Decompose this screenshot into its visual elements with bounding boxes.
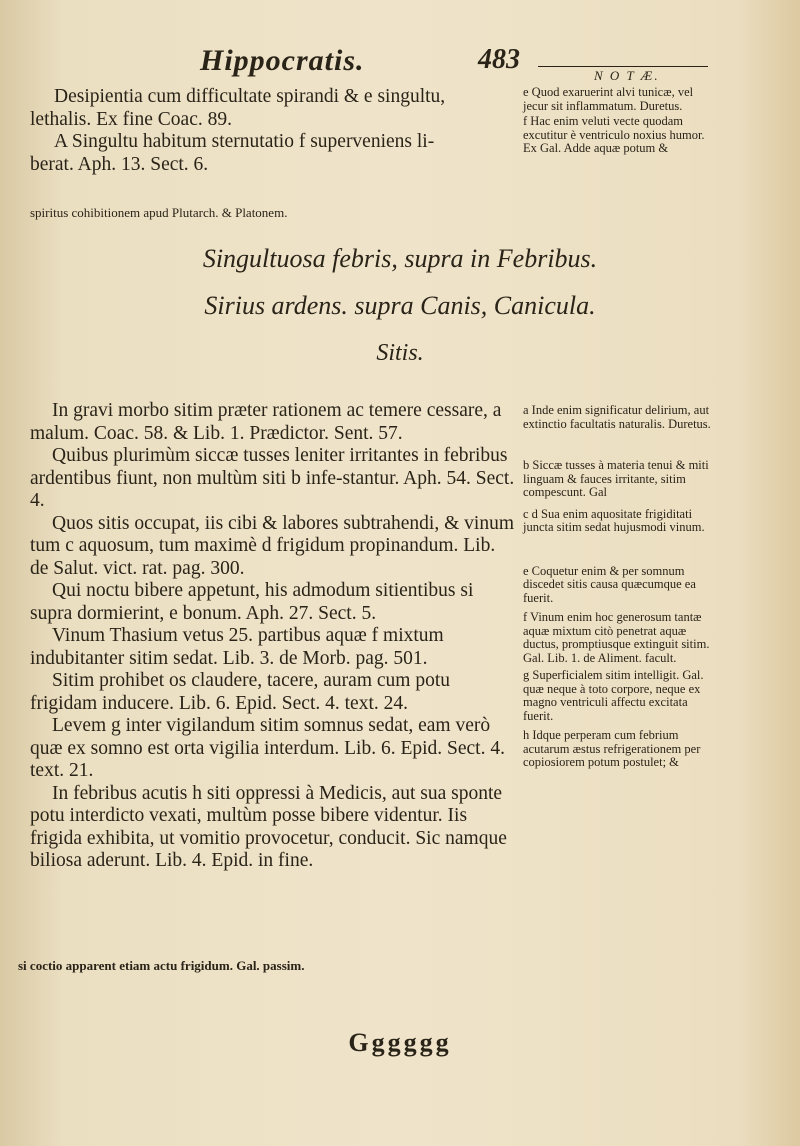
running-title: Hippocratis.: [200, 44, 365, 77]
heading-sitis: Sitis.: [376, 340, 424, 366]
para-1: In gravi morbo sitim præter rationem ac temere cessare, a malum. Coac. 58. & Lib. 1. Prædictor. Sent. 57.: [30, 400, 502, 444]
block1-line-2: lethalis. Ex fine Coac. 89.: [30, 108, 232, 130]
notes-rule: [538, 66, 708, 67]
note2-e: e Coquetur enim & per somnum discedet sitis causa quæcumque ea fuerit.: [523, 563, 696, 605]
note2-b: b Siccæ tusses à materia tenui & miti linguam & fauces irritante, sitim compescunt. Gal: [523, 458, 709, 499]
para-8: In febribus acutis h siti oppressi à Medicis, aut sua sponte potu interdicto vexati, multùm posse bibere videntur. Iis frigida exhibita, ut vomitio provocetur, conducit. Sic namque biliosa aderunt. Lib. 4. Epid. in fine.: [30, 782, 507, 871]
block1-line-3: A Singultu habitum sternutatio f superveniens li-: [54, 131, 435, 152]
heading-sirius: Sirius ardens. supra Canis, Canicula.: [204, 291, 596, 320]
para-6: Sitim prohibet os claudere, tacere, auram cum potu frigidam inducere. Lib. 6. Epid. Sect. 4. text. 24.: [30, 670, 450, 714]
block1-line-1: Desipientia cum difficultate spirandi & e singultu,: [54, 86, 446, 107]
note1-f: f Hac enim veluti vecte quodam excutitur è ventriculo noxius humor. Ex Gal. Adde aquæ potum &: [523, 114, 705, 155]
para-4: Qui noctu bibere appetunt, his admodum sitientibus si supra dormierint, e bonum. Aph. 27. Sect. 5.: [30, 580, 474, 624]
block1-line-4: berat. Aph. 13. Sect. 6.: [30, 153, 209, 175]
block2-text: [30, 400, 518, 873]
note2-h: h Idque perperam cum febrium acutarum æstus refrigerationem per copiosiorem potum postulet; &: [523, 728, 701, 769]
notes1: [523, 86, 715, 156]
signature-mark: Gggggg: [348, 1028, 452, 1057]
note2-a: a Inde enim significatur delirium, aut extinctio facultatis naturalis. Duretus.: [523, 403, 711, 431]
notes-heading: N O T Æ.: [594, 68, 660, 83]
notes2: [523, 404, 715, 770]
para-2: Quibus plurimùm siccæ tusses leniter irritantes in febribus ardentibus fiunt, non multùm siti b infe-stantur. Aph. 54. Sect. 4.: [30, 445, 515, 511]
para-3: Quos sitis occupat, iis cibi & labores subtrahendi, & vinum tum c aquosum, tum maximè d frigidum propinandum. Lib. de Salut. vict. rat. pag. 300.: [30, 512, 514, 579]
block1-text: [30, 86, 518, 176]
para-7: Levem g inter vigilandum sitim somnus sedat, eam verò quæ ex somno est orta vigilia interdum. Lib. 6. Epid. Sect. 4. text. 21.: [30, 715, 505, 781]
heading-singultuosa: Singultuosa febris, supra in Febribus.: [202, 244, 598, 273]
note2-g: g Superficialem sitim intelligit. Gal. quæ neque à toto corpore, neque ex magno ventriculi affectu excitata fuerit.: [523, 668, 704, 723]
bottom-footnote: si coctio apparent etiam actu frigidum. Gal. passim.: [18, 958, 305, 973]
block1-continuation: spiritus cohibitionem apud Plutarch. & Platonem.: [30, 205, 288, 220]
note1-e: e Quod exaruerint alvi tunicæ, vel jecur sit inflammatum. Duretus.: [523, 85, 694, 113]
para-5: Vinum Thasium vetus 25. partibus aquæ f mixtum indubitanter sitim sedat. Lib. 3. de Morb. pag. 501.: [30, 625, 444, 669]
page-number: 483: [478, 44, 520, 75]
note2-cd: c d Sua enim aquositate frigiditati juncta sitim sedat hujusmodi vinum.: [523, 506, 705, 534]
note2-f: f Vinum enim hoc generosum tantæ aquæ mixtum citò penetrat aquæ ductus, promptiusque extinguit sitim. Gal. Lib. 1. de Aliment. facult.: [523, 610, 710, 665]
